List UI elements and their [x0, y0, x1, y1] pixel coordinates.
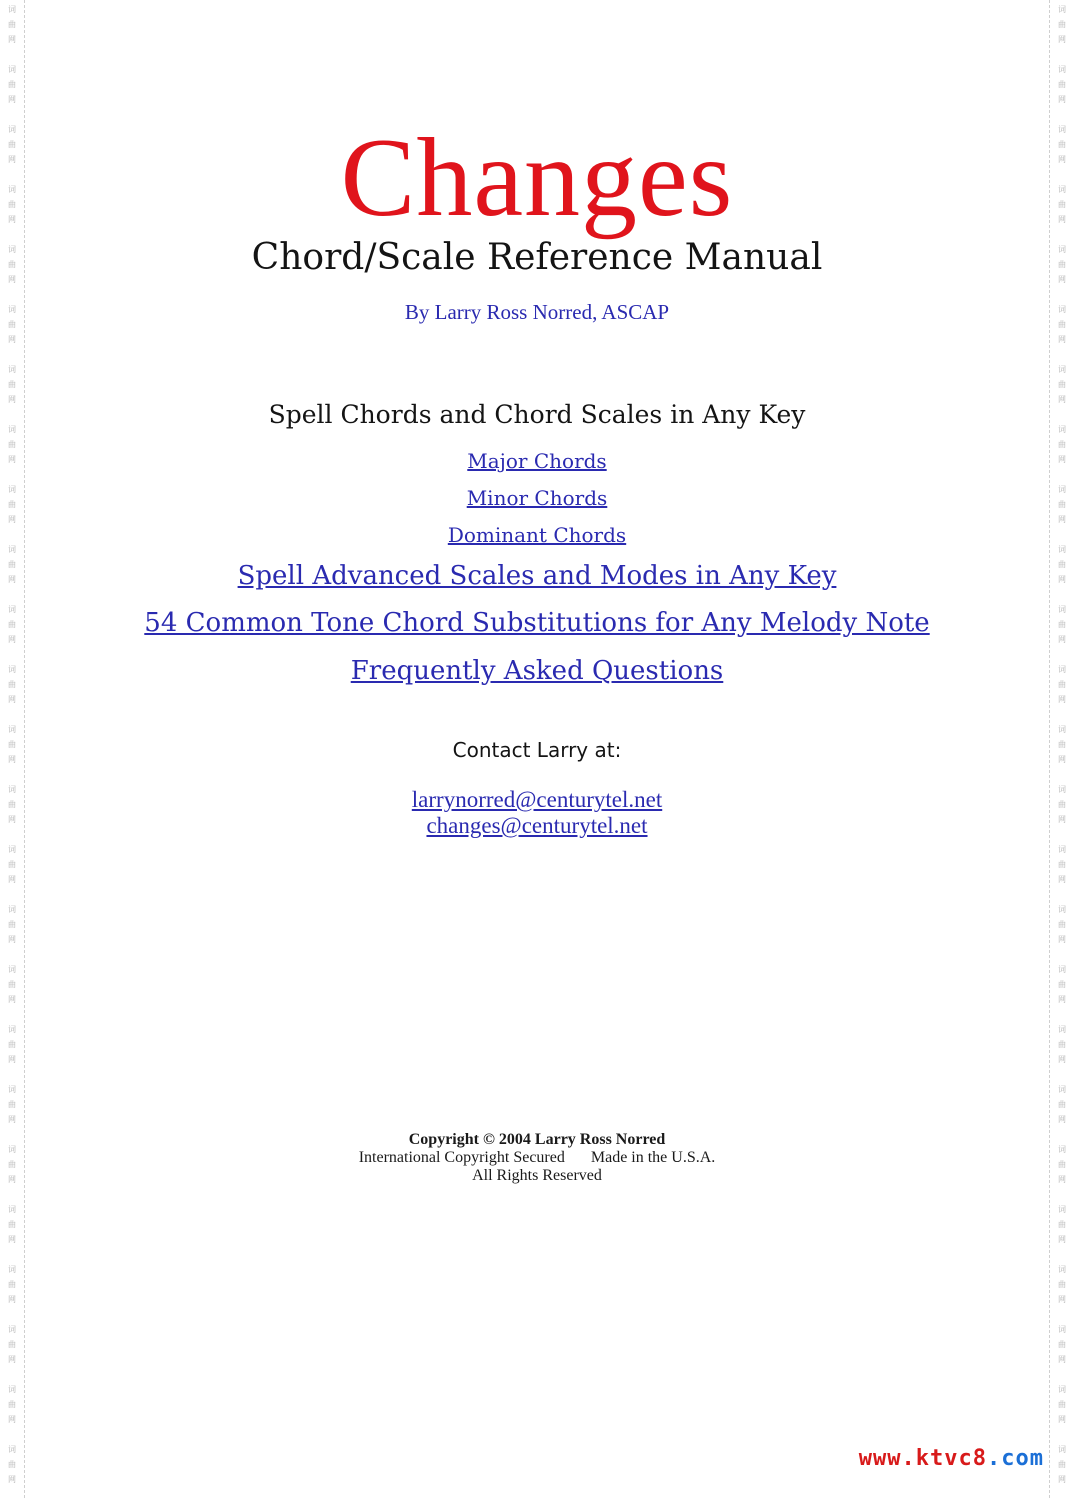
margin-watermark-char: 曲 — [8, 1340, 16, 1349]
margin-watermark-char: 词 — [8, 5, 16, 14]
margin-watermark-char: 曲 — [8, 860, 16, 869]
margin-watermark-char: 词 — [8, 605, 16, 614]
margin-watermark-char: 词 — [1058, 245, 1066, 254]
margin-watermark-char: 网 — [8, 95, 16, 104]
copyright-secured: International Copyright Secured — [358, 1149, 565, 1166]
margin-watermark-char: 曲 — [8, 440, 16, 449]
major-chords-link[interactable]: Major Chords — [467, 449, 607, 473]
margin-watermark-char: 词 — [8, 125, 16, 134]
margin-watermark-char: 网 — [1058, 515, 1066, 524]
margin-watermark-char: 词 — [1058, 1025, 1066, 1034]
margin-watermark-char: 网 — [1058, 455, 1066, 464]
margin-watermark-char: 词 — [8, 1205, 16, 1214]
margin-watermark-group — [1050, 60, 1074, 120]
margin-watermark-char: 词 — [1058, 1145, 1066, 1154]
margin-watermark-char: 曲 — [1058, 1280, 1066, 1289]
margin-watermark-char: 曲 — [8, 1100, 16, 1109]
margin-watermark-char: 词 — [1058, 5, 1066, 14]
margin-watermark-char: 词 — [1058, 1265, 1066, 1274]
margin-watermark-char: 网 — [8, 1115, 16, 1124]
margin-watermark-char: 网 — [8, 995, 16, 1004]
margin-watermark-char: 网 — [8, 935, 16, 944]
margin-watermark-group — [1050, 900, 1074, 960]
margin-watermark-group — [1050, 1320, 1074, 1380]
margin-watermark-char: 曲 — [1058, 1400, 1066, 1409]
margin-watermark-char: 曲 — [8, 1280, 16, 1289]
margin-watermark-char: 词 — [1058, 185, 1066, 194]
faq-link-row — [0, 653, 1074, 689]
margin-watermark-group — [0, 60, 24, 120]
margin-watermark-group — [1050, 1020, 1074, 1080]
margin-watermark-char: 曲 — [1058, 740, 1066, 749]
margin-watermark-char: 网 — [8, 1235, 16, 1244]
chord-substitutions-link[interactable]: 54 Common Tone Chord Substitutions for Any Melody Note — [144, 608, 930, 638]
margin-watermark-char: 词 — [1058, 1445, 1066, 1454]
margin-watermark-char: 曲 — [1058, 860, 1066, 869]
margin-watermark-char: 曲 — [1058, 920, 1066, 929]
margin-watermark-char: 曲 — [8, 1160, 16, 1169]
margin-watermark-group — [0, 1260, 24, 1320]
margin-watermark-group — [1050, 1200, 1074, 1260]
margin-watermark-char: 词 — [1058, 1085, 1066, 1094]
margin-watermark-char: 曲 — [8, 800, 16, 809]
margin-watermark-char: 词 — [1058, 365, 1066, 374]
margin-watermark-char: 网 — [1058, 1115, 1066, 1124]
margin-watermark-char: 曲 — [1058, 560, 1066, 569]
margin-watermark-char: 曲 — [8, 500, 16, 509]
margin-watermark-char: 曲 — [1058, 500, 1066, 509]
minor-chords-link-row — [0, 484, 1074, 512]
margin-watermark-char: 曲 — [8, 380, 16, 389]
document-title: Changes — [340, 116, 734, 240]
margin-watermark-char: 词 — [8, 1085, 16, 1094]
margin-watermark-char: 网 — [8, 455, 16, 464]
margin-watermark-char: 曲 — [8, 560, 16, 569]
margin-watermark-group — [0, 1320, 24, 1380]
margin-watermark-char: 网 — [1058, 155, 1066, 164]
margin-watermark-char: 网 — [8, 1475, 16, 1484]
margin-watermark-char: 曲 — [1058, 680, 1066, 689]
margin-watermark-group — [1050, 0, 1074, 60]
margin-watermark-char: 词 — [1058, 545, 1066, 554]
margin-watermark-char: 曲 — [8, 920, 16, 929]
margin-watermark-char: 网 — [1058, 755, 1066, 764]
dominant-chords-link[interactable]: Dominant Chords — [447, 523, 627, 547]
margin-watermark-char: 词 — [1058, 905, 1066, 914]
margin-watermark-char: 曲 — [1058, 620, 1066, 629]
margin-watermark-char: 词 — [8, 725, 16, 734]
site-watermark-logo — [859, 1446, 1044, 1471]
chord-substitutions-link-row — [0, 605, 1074, 641]
margin-watermark-group — [1050, 1260, 1074, 1320]
margin-watermark-char: 曲 — [8, 1460, 16, 1469]
margin-watermark-char: 网 — [1058, 1235, 1066, 1244]
minor-chords-link[interactable]: Minor Chords — [466, 486, 608, 510]
copyright-block — [0, 1131, 1074, 1185]
margin-watermark-char: 曲 — [1058, 380, 1066, 389]
advanced-scales-link-row — [0, 558, 1074, 594]
margin-watermark-char: 网 — [1058, 1355, 1066, 1364]
margin-watermark-char: 网 — [8, 875, 16, 884]
margin-watermark-char: 词 — [8, 365, 16, 374]
margin-watermark-char: 词 — [8, 185, 16, 194]
document-subtitle: Chord/Scale Reference Manual — [251, 237, 823, 278]
margin-watermark-char: 网 — [8, 1055, 16, 1064]
margin-watermark-char: 网 — [1058, 95, 1066, 104]
margin-watermark-char: 曲 — [1058, 1460, 1066, 1469]
margin-watermark-char: 曲 — [8, 740, 16, 749]
margin-watermark-char: 网 — [1058, 695, 1066, 704]
margin-watermark-char: 网 — [8, 815, 16, 824]
copyright-notice: Copyright © 2004 Larry Ross Norred — [408, 1131, 666, 1148]
margin-watermark-char: 曲 — [1058, 1040, 1066, 1049]
margin-watermark-group — [0, 1380, 24, 1440]
margin-watermark-char: 曲 — [8, 1220, 16, 1229]
margin-watermark-char: 网 — [8, 215, 16, 224]
margin-watermark-char: 网 — [8, 755, 16, 764]
faq-link[interactable]: Frequently Asked Questions — [350, 656, 724, 686]
margin-watermark-char: 词 — [1058, 305, 1066, 314]
margin-watermark-char: 曲 — [1058, 800, 1066, 809]
margin-watermark-group — [0, 1020, 24, 1080]
advanced-scales-link[interactable]: Spell Advanced Scales and Modes in Any Key — [237, 561, 837, 591]
margin-watermark-char: 曲 — [8, 80, 16, 89]
margin-watermark-char: 词 — [8, 845, 16, 854]
margin-watermark-char: 词 — [8, 905, 16, 914]
margin-watermark-char: 曲 — [1058, 140, 1066, 149]
margin-watermark-char: 网 — [8, 1355, 16, 1364]
margin-watermark-char: 曲 — [1058, 440, 1066, 449]
margin-watermark-char: 网 — [8, 515, 16, 524]
margin-watermark-char: 网 — [8, 575, 16, 584]
margin-watermark-char: 网 — [1058, 1475, 1066, 1484]
margin-watermark-char: 网 — [8, 695, 16, 704]
chords-section-heading: Spell Chords and Chord Scales in Any Key — [268, 400, 806, 429]
margin-watermark-char: 网 — [1058, 275, 1066, 284]
margin-watermark-char: 曲 — [1058, 1100, 1066, 1109]
margin-watermark-group — [0, 1200, 24, 1260]
margin-watermark-char: 曲 — [1058, 260, 1066, 269]
email-link-larrynorred[interactable]: larrynorred@centurytel.net — [411, 787, 663, 812]
margin-watermark-char: 曲 — [1058, 20, 1066, 29]
margin-watermark-char: 词 — [8, 245, 16, 254]
margin-watermark-char: 词 — [8, 305, 16, 314]
margin-watermark-char: 词 — [8, 1025, 16, 1034]
rights-reserved: All Rights Reserved — [472, 1167, 602, 1184]
margin-watermark-char: 网 — [1058, 335, 1066, 344]
margin-watermark-char: 网 — [8, 1415, 16, 1424]
margin-watermark-char: 词 — [8, 425, 16, 434]
email-link-changes[interactable]: changes@centurytel.net — [426, 813, 648, 838]
margin-watermark-char: 网 — [1058, 1055, 1066, 1064]
contact-heading: Contact Larry at: — [452, 738, 622, 762]
copyright-secured-line — [0, 1149, 1074, 1167]
margin-watermark-char: 网 — [8, 275, 16, 284]
margin-watermark-char: 词 — [1058, 425, 1066, 434]
margin-watermark-char: 词 — [1058, 665, 1066, 674]
margin-watermark-char: 曲 — [8, 980, 16, 989]
margin-watermark-group — [0, 900, 24, 960]
margin-watermark-char: 词 — [8, 1385, 16, 1394]
made-in-usa: Made in the U.S.A. — [590, 1149, 716, 1166]
margin-watermark-char: 词 — [8, 65, 16, 74]
margin-watermark-group — [1050, 960, 1074, 1020]
margin-watermark-char: 网 — [8, 1295, 16, 1304]
margin-watermark-char: 词 — [1058, 65, 1066, 74]
margin-watermark-char: 词 — [1058, 965, 1066, 974]
margin-watermark-char: 曲 — [1058, 1220, 1066, 1229]
margin-watermark-char: 词 — [8, 965, 16, 974]
margin-watermark-char: 曲 — [8, 320, 16, 329]
margin-watermark-group — [1050, 1380, 1074, 1440]
margin-watermark-group — [0, 1440, 24, 1498]
margin-watermark-char: 曲 — [1058, 1160, 1066, 1169]
margin-watermark-char: 网 — [1058, 1175, 1066, 1184]
margin-watermark-char: 曲 — [8, 680, 16, 689]
major-chords-link-row — [0, 447, 1074, 475]
margin-watermark-char: 网 — [1058, 935, 1066, 944]
margin-watermark-char: 网 — [1058, 1415, 1066, 1424]
margin-watermark-char: 网 — [8, 1175, 16, 1184]
margin-watermark-char: 网 — [1058, 1295, 1066, 1304]
site-watermark-part2: .com — [987, 1446, 1044, 1471]
margin-watermark-char: 网 — [8, 335, 16, 344]
margin-watermark-char: 网 — [1058, 635, 1066, 644]
margin-watermark-char: 曲 — [1058, 200, 1066, 209]
margin-watermark-char: 词 — [1058, 605, 1066, 614]
margin-watermark-char: 词 — [8, 485, 16, 494]
margin-watermark-char: 网 — [8, 35, 16, 44]
margin-watermark-group — [0, 0, 24, 60]
margin-watermark-char: 词 — [8, 1445, 16, 1454]
margin-watermark-char: 词 — [1058, 125, 1066, 134]
margin-watermark-char: 词 — [1058, 1205, 1066, 1214]
email-row-1 — [0, 787, 1074, 813]
margin-watermark-char: 网 — [8, 155, 16, 164]
margin-watermark-group — [1050, 840, 1074, 900]
margin-watermark-char: 词 — [1058, 1325, 1066, 1334]
margin-watermark-char: 词 — [1058, 725, 1066, 734]
margin-watermark-char: 网 — [1058, 215, 1066, 224]
margin-watermark-char: 网 — [1058, 35, 1066, 44]
margin-watermark-group — [0, 960, 24, 1020]
margin-watermark-char: 网 — [8, 395, 16, 404]
margin-watermark-char: 曲 — [1058, 1340, 1066, 1349]
margin-watermark-char: 曲 — [8, 20, 16, 29]
email-row-2 — [0, 813, 1074, 839]
margin-watermark-char: 词 — [1058, 785, 1066, 794]
margin-watermark-char: 词 — [1058, 1385, 1066, 1394]
margin-watermark-char: 曲 — [1058, 320, 1066, 329]
margin-watermark-char: 词 — [8, 1325, 16, 1334]
margin-watermark-char: 词 — [8, 545, 16, 554]
margin-watermark-char: 词 — [1058, 485, 1066, 494]
margin-watermark-char: 词 — [8, 1265, 16, 1274]
margin-watermark-char: 曲 — [8, 1400, 16, 1409]
author-byline: By Larry Ross Norred, ASCAP — [404, 300, 670, 324]
margin-watermark-char: 词 — [1058, 845, 1066, 854]
margin-watermark-char: 词 — [8, 1145, 16, 1154]
margin-watermark-char: 曲 — [8, 620, 16, 629]
margin-watermark-group — [0, 840, 24, 900]
margin-watermark-char: 网 — [1058, 395, 1066, 404]
margin-watermark-char: 网 — [1058, 995, 1066, 1004]
dominant-chords-link-row — [0, 521, 1074, 549]
margin-watermark-char: 网 — [1058, 815, 1066, 824]
margin-watermark-char: 词 — [8, 665, 16, 674]
site-watermark-part1: www.ktvc8 — [858, 1446, 988, 1471]
margin-watermark-char: 曲 — [8, 140, 16, 149]
margin-watermark-char: 网 — [1058, 575, 1066, 584]
margin-watermark-char: 网 — [1058, 875, 1066, 884]
margin-watermark-char: 曲 — [8, 1040, 16, 1049]
margin-watermark-char: 网 — [8, 635, 16, 644]
margin-watermark-char: 曲 — [8, 260, 16, 269]
margin-watermark-group — [1050, 1440, 1074, 1498]
margin-watermark-char: 曲 — [1058, 980, 1066, 989]
margin-watermark-char: 曲 — [1058, 80, 1066, 89]
margin-watermark-char: 曲 — [8, 200, 16, 209]
margin-watermark-char: 词 — [8, 785, 16, 794]
